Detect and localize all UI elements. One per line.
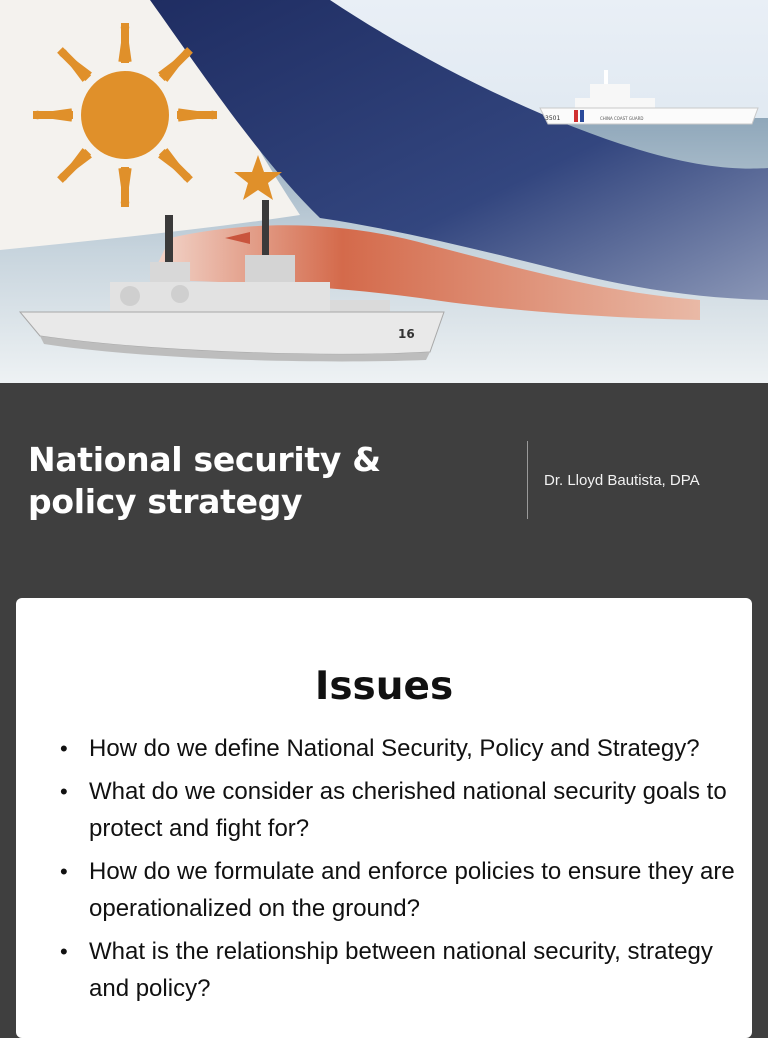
svg-text:3501: 3501: [545, 115, 561, 122]
slide-card: [16, 598, 752, 1038]
slide-title: Issues: [314, 664, 454, 709]
bullet-icon: •: [60, 859, 68, 884]
flag-and-ships-illustration: [0, 0, 768, 383]
bullet-icon: •: [60, 736, 68, 761]
list-item: • What is the relationship between national security, strategy and policy?: [60, 933, 740, 1007]
title-band: [0, 383, 768, 597]
cover-image: [0, 0, 768, 383]
list-item: • How do we formulate and enforce policies to ensure they are operationalized on the ground?: [60, 853, 740, 927]
bullet-icon: •: [60, 939, 68, 964]
title-line-1: National security &: [28, 440, 381, 479]
divider: [527, 441, 528, 519]
sun-icon: [33, 23, 217, 207]
list-item: • What do we consider as cherished national security goals to protect and fight for?: [60, 773, 740, 847]
bullet-icon: •: [60, 779, 68, 804]
list-item: • How do we define National Security, Policy and Strategy?: [60, 730, 740, 767]
presentation-title: [28, 439, 498, 523]
issues-list: [60, 730, 740, 1013]
title-line-2: policy strategy: [28, 482, 303, 521]
svg-text:CHINA COAST GUARD: CHINA COAST GUARD: [600, 116, 644, 121]
author-name: Dr. Lloyd Bautista, DPA: [544, 472, 700, 489]
svg-text:16: 16: [398, 327, 415, 341]
